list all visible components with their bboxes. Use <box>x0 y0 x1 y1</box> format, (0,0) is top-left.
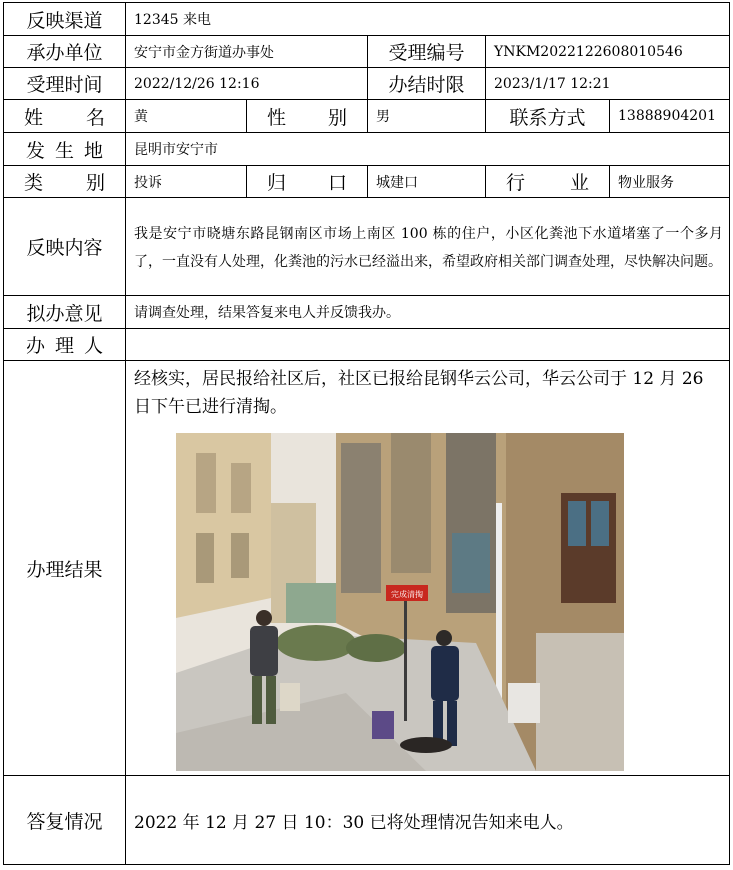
label-accept-time: 受理时间 <box>4 68 126 100</box>
photo-courtyard-sewer-cleaning-icon <box>176 433 624 771</box>
row-unit <box>4 36 730 68</box>
complaint-form-table <box>3 2 730 865</box>
label-gender-char-2: 别 <box>327 106 347 129</box>
label-place-char-3: 地 <box>83 139 103 162</box>
label-place <box>4 133 126 166</box>
value-place: 昆明市安宁市 <box>126 133 730 166</box>
label-unit: 承办单位 <box>4 36 126 68</box>
row-category <box>4 166 730 198</box>
label-industry <box>486 166 610 198</box>
label-category-char-2: 别 <box>85 172 105 194</box>
value-belong: 城建口 <box>368 166 486 198</box>
label-name-char-1: 姓 <box>24 106 44 129</box>
result-photo <box>176 433 624 771</box>
label-name-char-2: 名 <box>85 106 105 129</box>
value-reply: 2022 年 12 月 27 日 10：30 已将处理情况告知来电人。 <box>126 776 730 865</box>
label-contact: 联系方式 <box>486 100 610 133</box>
row-result <box>4 361 730 776</box>
value-result-cell <box>126 361 730 776</box>
label-content: 反映内容 <box>4 198 126 296</box>
label-place-char-2: 生 <box>54 139 74 162</box>
row-time <box>4 68 730 100</box>
value-content: 我是安宁市晓塘东路昆钢南区市场上南区 100 栋的住户，小区化粪池下水道堵塞了一个多月了，一直没有人处理，化粪池的污水已经溢出来，希望政府相关部门调查处理，尽快解决问题。 <box>126 198 730 296</box>
label-number: 受理编号 <box>368 36 486 68</box>
row-content <box>4 198 730 296</box>
label-handler <box>4 329 126 361</box>
label-opinion: 拟办意见 <box>4 296 126 329</box>
label-name <box>4 100 126 133</box>
label-category <box>4 166 126 198</box>
label-belong-char-1: 归 <box>267 172 287 194</box>
label-deadline: 办结时限 <box>368 68 486 100</box>
label-gender <box>247 100 368 133</box>
value-deadline: 2023/1/17 12:21 <box>486 68 730 100</box>
label-place-char-1: 发 <box>26 139 46 162</box>
label-handler-char-3: 人 <box>83 335 103 357</box>
value-channel: 12345 来电 <box>126 3 730 36</box>
photo-sign-text: 完成清掏 <box>391 590 423 599</box>
row-channel <box>4 3 730 36</box>
label-channel: 反映渠道 <box>4 3 126 36</box>
value-accept-time: 2022/12/26 12:16 <box>126 68 368 100</box>
label-category-char-1: 类 <box>24 172 44 194</box>
label-belong <box>247 166 368 198</box>
value-number: YNKM2022122608010546 <box>486 36 730 68</box>
value-result: 经核实，居民报给社区后，社区已报给昆钢华云公司，华云公司于 12 月 26 日下午已进行清掏。 <box>134 369 704 417</box>
value-contact: 13888904201 <box>610 100 730 133</box>
value-category: 投诉 <box>126 166 247 198</box>
label-handler-char-1: 办 <box>26 335 46 357</box>
label-handler-char-2: 理 <box>54 335 74 357</box>
label-result: 办理结果 <box>4 361 126 776</box>
row-opinion <box>4 296 730 329</box>
value-industry: 物业服务 <box>610 166 730 198</box>
value-opinion: 请调查处理，结果答复来电人并反馈我办。 <box>126 296 730 329</box>
label-gender-char-1: 性 <box>267 106 287 129</box>
row-person <box>4 100 730 133</box>
value-unit: 安宁市金方街道办事处 <box>126 36 368 68</box>
label-belong-char-2: 口 <box>327 172 347 194</box>
value-name: 黄 <box>126 100 247 133</box>
row-reply <box>4 776 730 865</box>
row-handler <box>4 329 730 361</box>
label-industry-char-2: 业 <box>569 172 589 194</box>
label-reply: 答复情况 <box>4 776 126 865</box>
value-handler <box>126 329 730 361</box>
row-place <box>4 133 730 166</box>
value-gender: 男 <box>368 100 486 133</box>
label-industry-char-1: 行 <box>506 172 526 194</box>
